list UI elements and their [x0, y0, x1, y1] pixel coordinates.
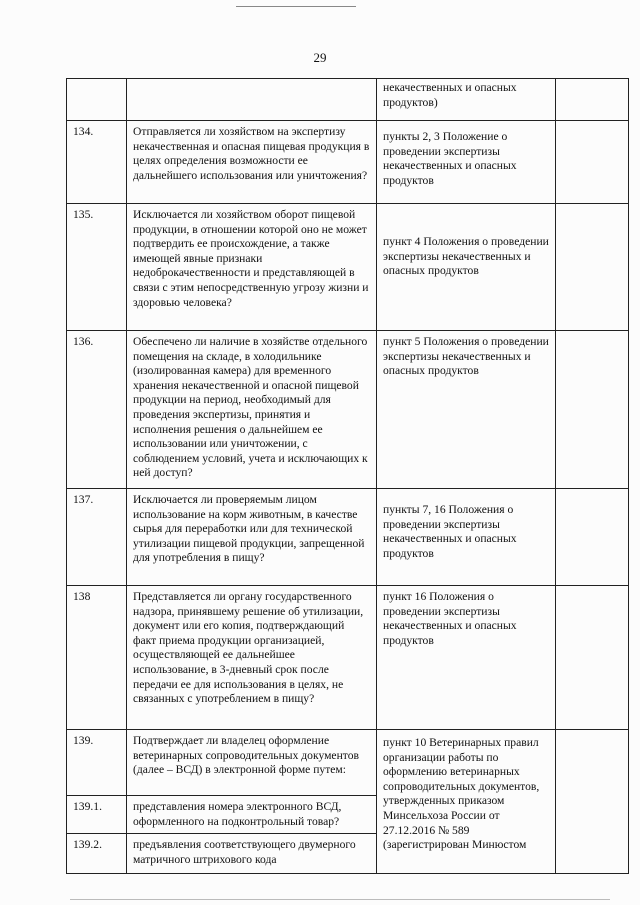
- row-reference: пункты 7, 16 Положения о проведении экспертизы некачественных и опасных продуктов: [377, 489, 556, 586]
- row-question: Исключается ли проверяемым лицом использование на корм животным, в качестве сырья для переработки или для технической утилизации пищевой продукции, запрещенной для употребления в пищу?: [127, 489, 377, 586]
- row-number: 134.: [67, 121, 127, 204]
- row-question: предъявления соответствующего двумерного матричного штрихового кода: [127, 834, 377, 874]
- row-extra-cell: [556, 586, 629, 730]
- scan-artifact-bottom: [70, 899, 610, 900]
- row-reference: пункт 10 Ветеринарных правил организации работы по оформлению ветеринарных сопроводительных документов, утвержденных приказом Минсельхоза России от 27.12.2016 № 589 (зарегистрирован Минюстом: [377, 730, 556, 874]
- row-number: 135.: [67, 204, 127, 331]
- row-number: 136.: [67, 331, 127, 489]
- row-question: Представляется ли органу государственного надзора, принявшему решение об утилизации, документ или его копия, подтверждающий факт приема продукции организацией, осуществляющей ее дальнейшее использование, в 3-дневный срок после передачи ее для использования в целях, не связанных с употреблением в пищу?: [127, 586, 377, 730]
- row-number: [67, 79, 127, 121]
- row-reference: некачественных и опасных продуктов): [377, 79, 556, 121]
- row-question: Исключается ли хозяйством оборот пищевой продукции, в отношении которой оно не может подтвердить ее происхождение, а также имеющей явные признаки недоброкачественности и представляющей в связи с этим непосредственную угрозу жизни и здоровью человека?: [127, 204, 377, 331]
- row-question: Отправляется ли хозяйством на экспертизу некачественная и опасная пищевая продукция в целях определения возможности ее дальнейшего использования или уничтожения?: [127, 121, 377, 204]
- row-number: 137.: [67, 489, 127, 586]
- row-question: представления номера электронного ВСД, оформленного на подконтрольный товар?: [127, 796, 377, 834]
- row-extra-cell: [556, 79, 629, 121]
- row-reference: пункты 2, 3 Положение о проведении экспертизы некачественных и опасных продуктов: [377, 121, 556, 204]
- row-reference: пункт 16 Положения о проведении экспертизы некачественных и опасных продуктов: [377, 586, 556, 730]
- table-row: [67, 79, 629, 121]
- scan-artifact-top: [236, 6, 356, 7]
- page-number: 29: [313, 50, 327, 65]
- row-question: Подтверждает ли владелец оформление ветеринарных сопроводительных документов (далее – ВСД) в электронной форме путем:: [127, 730, 377, 796]
- row-number: 139.2.: [67, 834, 127, 874]
- row-extra-cell: [556, 204, 629, 331]
- table-row: [67, 489, 629, 586]
- row-extra-cell: [556, 730, 629, 874]
- row-reference: пункт 5 Положения о проведении экспертизы некачественных и опасных продуктов: [377, 331, 556, 489]
- row-question: Обеспечено ли наличие в хозяйстве отдельного помещения на складе, в холодильнике (изолированная камера) для временного хранения некачественной и опасной пищевой продукции на период, необходимый для проведения экспертизы, принятия и исполнения решения о дальнейшем ее использовании или уничтожении, с соблюдением условий, учета и исключающих к ней доступ?: [127, 331, 377, 489]
- row-number: 139.: [67, 730, 127, 796]
- row-extra-cell: [556, 331, 629, 489]
- table-row: [67, 331, 629, 489]
- table-row: [67, 121, 629, 204]
- table-row: [67, 204, 629, 331]
- row-extra-cell: [556, 489, 629, 586]
- row-extra-cell: [556, 121, 629, 204]
- table-row: [67, 730, 629, 796]
- row-number: 138: [67, 586, 127, 730]
- row-number: 139.1.: [67, 796, 127, 834]
- table-row: [67, 586, 629, 730]
- checklist-table: [66, 78, 629, 874]
- row-question: [127, 79, 377, 121]
- row-reference: пункт 4 Положения о проведении экспертизы некачественных и опасных продуктов: [377, 204, 556, 331]
